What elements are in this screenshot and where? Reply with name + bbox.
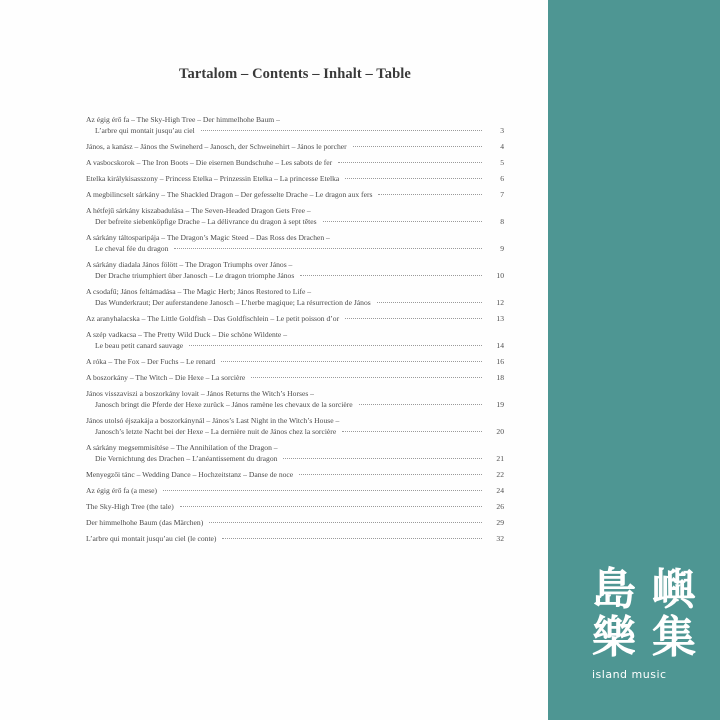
toc-line <box>86 487 504 498</box>
toc-line <box>86 272 504 283</box>
toc-line <box>86 401 504 412</box>
toc-entry <box>86 358 504 369</box>
toc-page-number: 26 <box>496 503 504 511</box>
toc-page-number: 29 <box>496 519 504 527</box>
toc-entry <box>86 191 504 202</box>
toc-entry-title: János, a kanász – János the Swineherd – Janosch, der Schweinehirt – János le porcher <box>86 143 347 151</box>
toc-line <box>86 207 504 218</box>
logo-char: 樂 <box>592 612 636 663</box>
toc-page-number: 6 <box>500 175 504 183</box>
toc-entry-title: A szép vadkacsa – The Pretty Wild Duck – Die schöne Wildente – <box>86 331 287 339</box>
dot-leader <box>221 361 482 362</box>
toc-entry-title: A boszorkány – The Witch – Die Hexe – La sorcière <box>86 374 246 382</box>
toc-entry-title: A megbilincselt sárkány – The Shackled Dragon – Der gefesselte Drache – Le dragon aux fers <box>86 191 373 199</box>
toc-entry-title: Le beau petit canard sauvage <box>95 342 184 350</box>
toc-line <box>86 390 504 401</box>
toc-line <box>86 218 504 229</box>
toc-line <box>86 374 504 385</box>
logo-subtitle: island music <box>592 668 667 681</box>
toc-page-number: 12 <box>496 299 504 307</box>
logo-char: 嶼 <box>652 564 696 615</box>
toc-entry <box>86 535 504 546</box>
toc-line <box>86 288 504 299</box>
toc-entry-title: Der befreite siebenköpfige Drache – La délivrance du dragon à sept têtes <box>95 218 317 226</box>
toc-entry <box>86 116 504 138</box>
toc-page-number: 32 <box>496 535 504 543</box>
toc-entry-title: A sárkány megsemmisítése – The Annihilation of the Dragon – <box>86 444 278 452</box>
toc-entry-title: Der Drache triumphiert über Janosch – Le dragon triomphe János <box>95 272 295 280</box>
toc-entry-title: A sárkány diadala János fölött – The Dragon Triumphs over János – <box>86 261 293 269</box>
toc-entry <box>86 503 504 514</box>
toc-page-number: 22 <box>496 471 504 479</box>
toc-entry <box>86 261 504 283</box>
toc-entry <box>86 444 504 466</box>
dot-leader <box>338 162 482 163</box>
toc-entry-title: A hétfejű sárkány kiszabadulása – The Seven-Headed Dragon Gets Free – <box>86 207 311 215</box>
toc-page-number: 8 <box>500 218 504 226</box>
toc-page-number: 3 <box>500 127 504 135</box>
toc-entry <box>86 487 504 498</box>
toc-entry-title: A vasbocskorok – The Iron Boots – Die eisernen Bundschuhe – Les sabots de fer <box>86 159 333 167</box>
logo-char: 島 <box>592 564 636 615</box>
toc-line <box>86 331 504 342</box>
toc-page-number: 19 <box>496 401 504 409</box>
toc-line <box>86 261 504 272</box>
table-of-contents <box>86 116 504 551</box>
toc-page-number: 18 <box>496 374 504 382</box>
dot-leader <box>299 474 482 475</box>
toc-line <box>86 358 504 369</box>
toc-page-number: 13 <box>496 315 504 323</box>
dot-leader <box>300 275 482 276</box>
toc-entry-title: A sárkány táltosparipája – The Dragon’s Magic Steed – Das Ross des Drachen – <box>86 234 330 242</box>
toc-line <box>86 535 504 546</box>
toc-page-number: 24 <box>496 487 504 495</box>
toc-entry <box>86 471 504 482</box>
toc-page-number: 10 <box>496 272 504 280</box>
toc-line <box>86 175 504 186</box>
toc-entry <box>86 207 504 229</box>
toc-line <box>86 143 504 154</box>
toc-line <box>86 191 504 202</box>
toc-entry-title: Janosch bringt die Pferde der Hexe zurück – János ramène les chevaux de la sorcière <box>95 401 353 409</box>
toc-entry <box>86 143 504 154</box>
toc-entry <box>86 331 504 353</box>
toc-page-number: 16 <box>496 358 504 366</box>
dot-leader <box>174 248 482 249</box>
toc-line <box>86 127 504 138</box>
toc-entry <box>86 175 504 186</box>
toc-entry-title: Az égig érő fa – The Sky-High Tree – Der himmelhohe Baum – <box>86 116 280 124</box>
toc-line <box>86 234 504 245</box>
dot-leader <box>359 404 482 405</box>
toc-entry-title: Le cheval fée du dragon <box>95 245 169 253</box>
toc-line <box>86 417 504 428</box>
logo-char: 集 <box>652 612 696 663</box>
toc-entry-title: Az aranyhalacska – The Little Goldfish – Das Goldfischlein – Le petit poisson d’or <box>86 315 340 323</box>
toc-entry <box>86 315 504 326</box>
dot-leader <box>283 458 482 459</box>
toc-entry <box>86 417 504 439</box>
toc-entry-title: The Sky-High Tree (the tale) <box>86 503 174 511</box>
dot-leader <box>201 130 482 131</box>
toc-entry-title: L’arbre qui montait jusqu’au ciel (le conte) <box>86 535 217 543</box>
toc-page-number: 20 <box>496 428 504 436</box>
island-music-logo <box>592 564 696 681</box>
dot-leader <box>353 146 482 147</box>
toc-entry <box>86 519 504 530</box>
toc-entry-title: János utolsó éjszakája a boszorkánynál – János’s Last Night in the Witch’s House – <box>86 417 340 425</box>
toc-entry-title: Die Vernichtung des Drachen – L’anéantissement du dragon <box>95 455 278 463</box>
dot-leader <box>323 221 482 222</box>
toc-entry-title: Janosch’s letzte Nacht bei der Hexe – La dernière nuit de János chez la sorcière <box>95 428 337 436</box>
dot-leader <box>345 178 482 179</box>
toc-entry-title: A csodafű; János feltámadása – The Magic Herb; János Restored to Life – <box>86 288 312 296</box>
toc-line <box>86 159 504 170</box>
toc-line <box>86 342 504 353</box>
dot-leader <box>189 345 482 346</box>
toc-entry-title: Az égig érő fa (a mese) <box>86 487 158 495</box>
toc-entry <box>86 374 504 385</box>
toc-entry <box>86 159 504 170</box>
toc-line <box>86 471 504 482</box>
toc-page-number: 5 <box>500 159 504 167</box>
toc-line <box>86 444 504 455</box>
dot-leader <box>377 302 482 303</box>
toc-line <box>86 299 504 310</box>
toc-entry-title: Menyegzői tánc – Wedding Dance – Hochzeitstanz – Danse de noce <box>86 471 294 479</box>
dot-leader <box>378 194 482 195</box>
dot-leader <box>222 538 482 539</box>
toc-line <box>86 455 504 466</box>
toc-line <box>86 519 504 530</box>
toc-entry <box>86 390 504 412</box>
page-title: Tartalom – Contents – Inhalt – Table <box>179 66 411 82</box>
toc-line <box>86 428 504 439</box>
toc-page-number: 7 <box>500 191 504 199</box>
toc-page-number: 21 <box>496 455 504 463</box>
toc-page-number: 4 <box>500 143 504 151</box>
toc-entry <box>86 288 504 310</box>
toc-page-number: 9 <box>500 245 504 253</box>
toc-entry-title: Der himmelhohe Baum (das Märchen) <box>86 519 204 527</box>
toc-line <box>86 503 504 514</box>
dot-leader <box>163 490 482 491</box>
toc-entry-title: János visszaviszi a boszorkány lovait – János Returns the Witch’s Horses – <box>86 390 314 398</box>
toc-page-number: 14 <box>496 342 504 350</box>
toc-entry-title: Etelka királykisasszony – Princess Etelka – Prinzessin Etelka – La princesse Etelka <box>86 175 340 183</box>
toc-line <box>86 116 504 127</box>
dot-leader <box>251 377 482 378</box>
toc-line <box>86 315 504 326</box>
dot-leader <box>345 318 482 319</box>
toc-entry-title: L’arbre qui montait jusqu’au ciel <box>95 127 195 135</box>
toc-entry-title: Das Wunderkraut; Der auferstandene Janosch – L’herbe magique; La résurrection de János <box>95 299 371 307</box>
dot-leader <box>180 506 482 507</box>
toc-line <box>86 245 504 256</box>
toc-entry-title: A róka – The Fox – Der Fuchs – Le renard <box>86 358 216 366</box>
toc-entry <box>86 234 504 256</box>
dot-leader <box>209 522 482 523</box>
entry-separator <box>86 546 504 551</box>
dot-leader <box>342 431 482 432</box>
